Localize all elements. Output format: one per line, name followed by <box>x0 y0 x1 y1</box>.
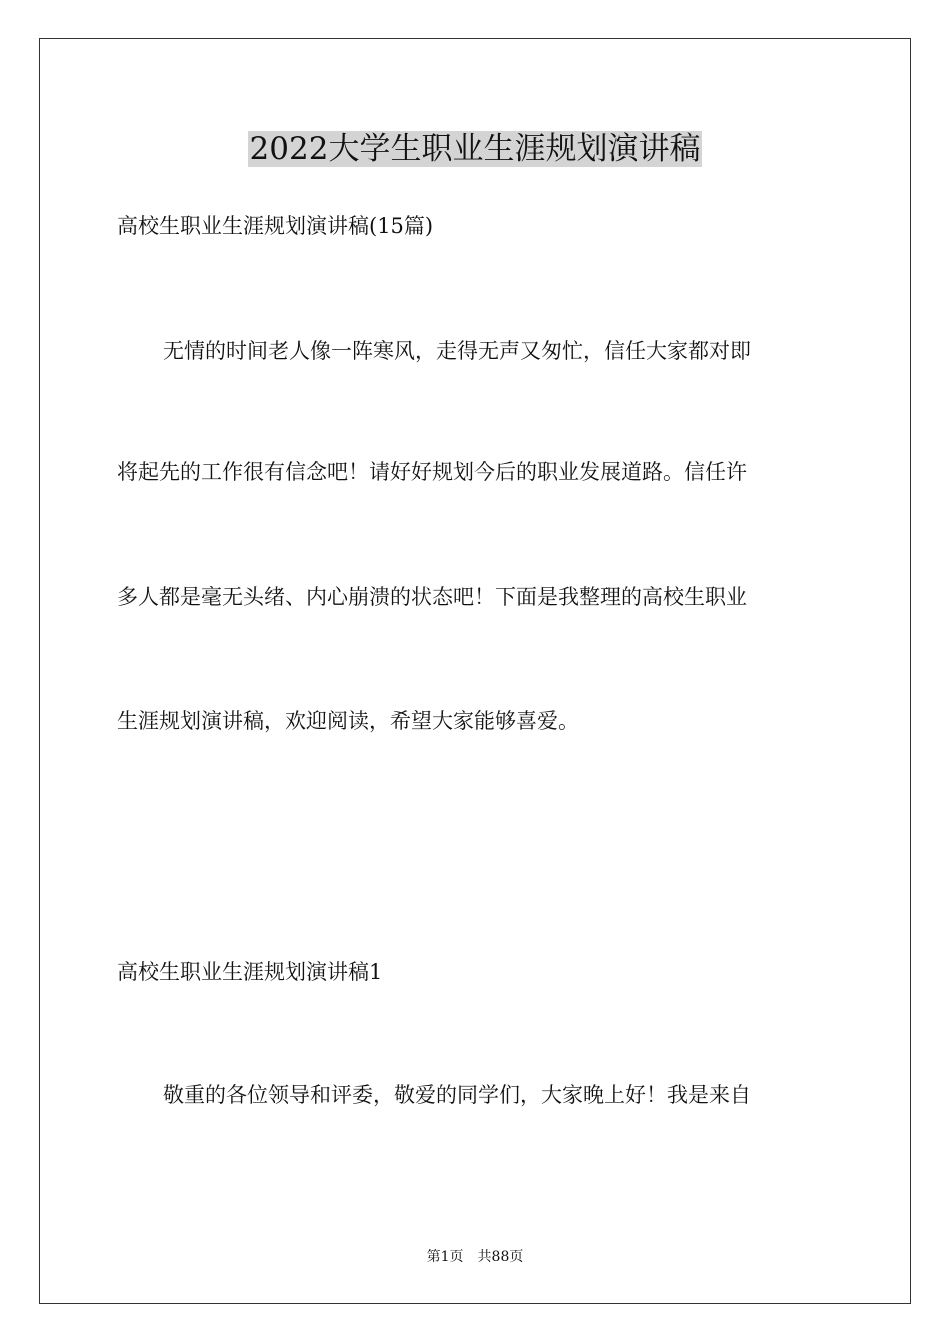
intro-line-2: 将起先的工作很有信念吧！请好好规划今后的职业发展道路。信任许 <box>117 460 747 484</box>
document-subtitle: 高校生职业生涯规划演讲稿(15篇) <box>117 214 434 238</box>
page-total: 共88页 <box>477 1249 524 1265</box>
document-title-text: 2022大学生职业生涯规划演讲稿 <box>249 131 701 167</box>
intro-line-3: 多人都是毫无头绪、内心崩溃的状态吧！下面是我整理的高校生职业 <box>117 585 747 609</box>
section-line-1: 敬重的各位领导和评委，敬爱的同学们，大家晚上好！我是来自 <box>163 1083 751 1107</box>
document-title <box>0 127 950 171</box>
page-number: 第1页 <box>426 1249 464 1265</box>
intro-line-1: 无情的时间老人像一阵寒风，走得无声又匆忙，信任大家都对即 <box>163 339 751 363</box>
page-footer <box>0 1247 950 1267</box>
intro-line-4: 生涯规划演讲稿，欢迎阅读，希望大家能够喜爱。 <box>117 709 579 733</box>
section-heading: 高校生职业生涯规划演讲稿1 <box>117 960 383 984</box>
